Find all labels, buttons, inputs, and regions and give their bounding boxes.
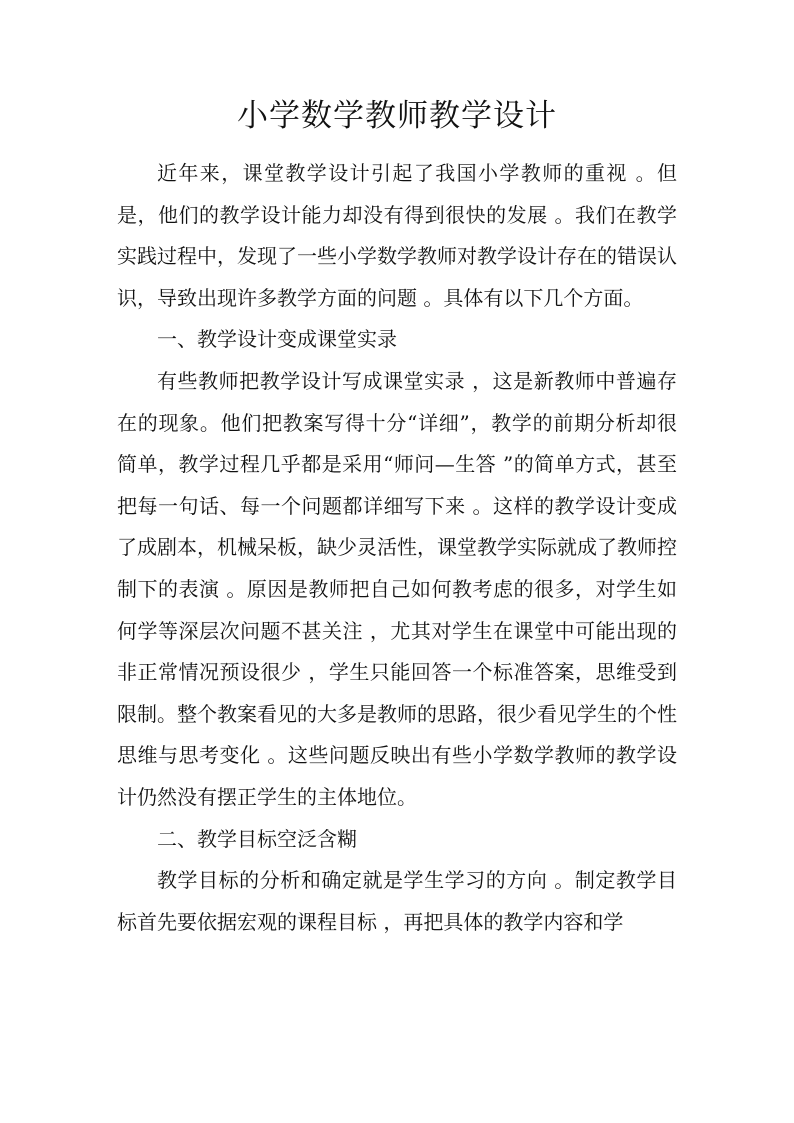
paragraph-section-1: 有些教师把教学设计写成课堂实录 ，这是新教师中普遍存在的现象。他们把教案写得十分“详细”，教学的前期分析却很简单，教学过程几乎都是采用“师问—生答 ”的简单方式，甚至把每一句话、每一个问题都详细写下来 。这样的教学设计变成了成剧本，机械呆板，缺少灵活性，课堂教学实际就成了教师控制下的表演 。原因是教师把自己如何教考虑的很多，对学生如何学等深层次问题不甚关注 ，尤其对学生在课堂中可能出现的非正常情况预设很少 ，学生只能回答一个标准答案，思维受到限制。整个教案看见的大多是教师的思路，很少看见学生的个性思维与思考变化 。这些问题反映出有些小学数学教师的教学设计仍然没有摆正学生的主体地位。 xyxy=(117,368,677,809)
section-heading-2: 二、教学目标空泛含糊 xyxy=(157,826,357,851)
paragraph-section-2: 教学目标的分析和确定就是学生学习的方向 。制定教学目标首先要依据宏观的课程目标 ，再把具体的教学内容和学 xyxy=(117,868,677,934)
section-heading-1: 一、教学设计变成课堂实录 xyxy=(157,327,397,352)
paragraph-intro: 近年来，课堂教学设计引起了我国小学教师的重视 。但是，他们的教学设计能力却没有得到很快的发展 。我们在教学实践过程中，发现了一些小学数学教师对教学设计存在的错误认识，导致出现许多教学方面的问题 。具体有以下几个方面。 xyxy=(117,161,677,310)
document-title: 小学数学教师教学设计 xyxy=(237,98,557,134)
document-body xyxy=(117,153,677,943)
